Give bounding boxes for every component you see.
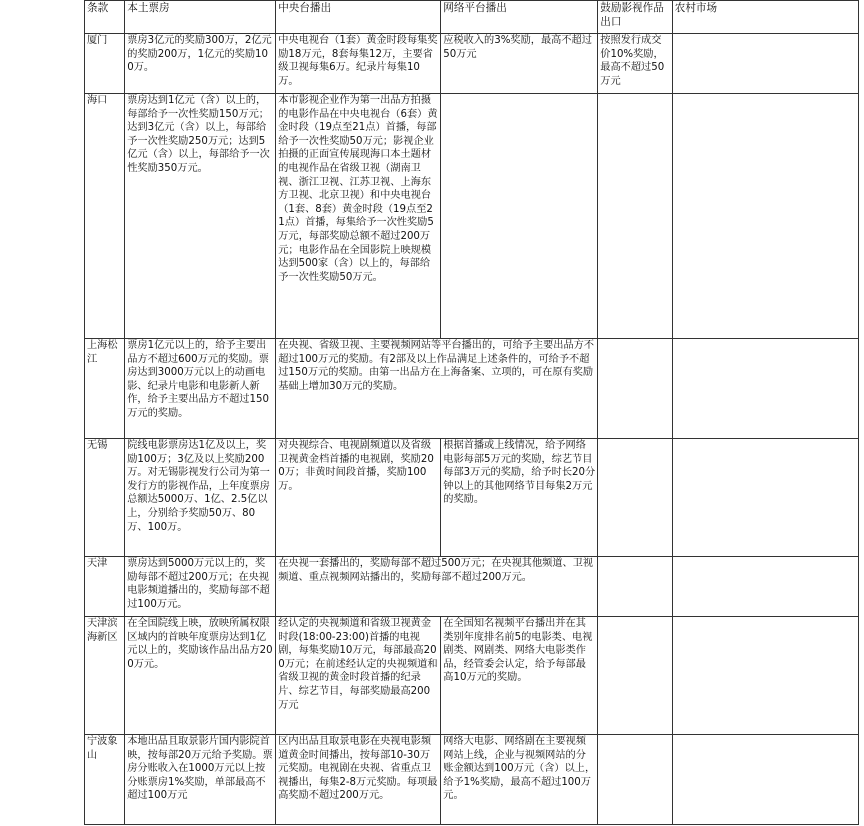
header-row <box>85 1 859 34</box>
cctv-online-cell: 在央视、省级卫视、主要视频网站等平台播出的，可给予主要出品方不超过100万元的奖励。有2部及以上作品满足上述条件的，可给予不超过150万元的奖励。由第一出品方在上海备案、立项的，可在原有奖励基础上增加30万元的奖励。 <box>276 339 598 439</box>
city-cell: 上海松江 <box>85 339 125 439</box>
export-cell <box>598 557 672 617</box>
box-office-cell: 本地出品且取景影片国内影院首映，按每部20万元给予奖励。票房分账收入在1000万元以上按分账票房1%奖励，单部最高不超过100万元 <box>125 735 276 825</box>
rural-cell <box>672 735 858 825</box>
table-row <box>85 439 859 557</box>
table-row <box>85 617 859 735</box>
city-cell: 宁波象山 <box>85 735 125 825</box>
city-cell: 无锡 <box>85 439 125 557</box>
box-office-cell: 在全国院线上映，放映所属权限区域内的首映年度票房达到1亿元以上的，奖励该作品出品方200万元。 <box>125 617 276 735</box>
city-cell: 厦门 <box>85 34 125 94</box>
rural-cell <box>672 339 858 439</box>
box-office-cell: 票房1亿元以上的，给予主要出品方不超过600万元的奖励。票房达到3000万元以上的动画电影、纪录片电影和电影新人新作，给予主要出品方不超过150万元的奖励。 <box>125 339 276 439</box>
rural-cell <box>672 617 858 735</box>
city-cell: 天津 <box>85 557 125 617</box>
table-row <box>85 34 859 94</box>
subsidy-table <box>84 0 859 825</box>
export-cell <box>598 339 672 439</box>
table-row <box>85 557 859 617</box>
export-cell <box>598 617 672 735</box>
rural-cell <box>672 94 858 339</box>
cctv-online-cell: 在央视一套播出的，奖励每部不超过500万元；在央视其他频道、卫视频道、重点视频网站播出的，奖励每部不超过200万元。 <box>276 557 598 617</box>
header-online: 网络平台播出 <box>441 1 598 34</box>
cctv-cell: 对央视综合、电视剧频道以及省级卫视黄金档首播的电视剧，奖励200万；非黄时间段首播，奖励100万。 <box>276 439 441 557</box>
table-row <box>85 94 859 339</box>
box-office-cell: 票房3亿元的奖励300万，2亿元的奖励200万，1亿元的奖励100万。 <box>125 34 276 94</box>
header-export: 鼓励影视作品出口 <box>598 1 672 34</box>
box-office-cell: 票房达到1亿元（含）以上的，每部给予一次性奖励150万元；达到3亿元（含）以上，每部给予一次性奖励250万元；达到5亿元（含）以上，每部给予一次性奖励350万元。 <box>125 94 276 339</box>
rural-cell <box>672 557 858 617</box>
header-cctv: 中央台播出 <box>276 1 441 34</box>
online-cell: 网络大电影、网络剧在主要视频网站上线，企业与视频网站的分账金额达到100万元（含）以上，给予1%奖励，最高不超过100万元。 <box>441 735 598 825</box>
online-cell: 应税收入的3%奖励，最高不超过50万元 <box>441 34 598 94</box>
export-cell <box>598 94 672 339</box>
box-office-cell: 票房达到5000万元以上的，奖励每部不超过200万元；在央视电影频道播出的，奖励每部不超过100万元。 <box>125 557 276 617</box>
online-cell: 根据首播或上线情况，给予网络电影每部5万元的奖励，综艺节目每部3万元的奖励，给予时长20分钟以上的其他网络节目每集2万元的奖励。 <box>441 439 598 557</box>
city-cell: 天津滨海新区 <box>85 617 125 735</box>
box-office-cell: 院线电影票房达1亿及以上，奖励100万；3亿及以上奖励200万。对无锡影视发行公司为第一发行方的影视作品，上年度票房总额达5000万、1亿、2.5亿以上，分别给予奖励50万、80万、100万。 <box>125 439 276 557</box>
header-box-office: 本土票房 <box>125 1 276 34</box>
rural-cell <box>672 34 858 94</box>
export-cell <box>598 439 672 557</box>
header-rural: 农村市场 <box>672 1 858 34</box>
city-cell: 海口 <box>85 94 125 339</box>
table-row <box>85 339 859 439</box>
online-cell: 在全国知名视频平台播出并在其类别年度排名前5的电影类、电视剧类、网剧类、网络大电影类作品，经管委会认定，给予每部最高10万元的奖励。 <box>441 617 598 735</box>
rural-cell <box>672 439 858 557</box>
export-cell: 按照发行成交价10%奖励，最高不超过50万元 <box>598 34 672 94</box>
cctv-cell: 中央电视台（1套）黄金时段每集奖励18万元，8套每集12万，主要省级卫视每集6万。纪录片每集10万。 <box>276 34 441 94</box>
header-city: 条款 <box>85 1 125 34</box>
table-row <box>85 735 859 825</box>
cctv-cell: 经认定的央视频道和省级卫视黄金时段(18:00-23:00)首播的电视剧，每集奖励10万元，每部最高200万元；在前述经认定的央视频道和省级卫视的黄金时段首播的纪录片、综艺节目，每部奖励最高200万元 <box>276 617 441 735</box>
cctv-cell: 本市影视企业作为第一出品方拍摄的电影作品在中央电视台（6套）黄金时段（19点至21点）首播，每部给予一次性奖励50万元；影视企业拍摄的正面宣传展现海口本土题材的电视作品在省级卫视（湖南卫视、浙江卫视、江苏卫视、上海东方卫视、北京卫视）和中央电视台（1套、8套）黄金时段（19点至21点）首播，每集给予一次性奖励5万元，每部奖励总额不超过200万元；电影作品在全国影院上映规模达到500家（含）以上的，每部给予一次性奖励50万元。 <box>276 94 441 339</box>
export-cell <box>598 735 672 825</box>
online-cell <box>441 94 598 339</box>
cctv-cell: 区内出品且取景电影在央视电影频道黄金时间播出，按每部10-30万元奖励。电视剧在央视、省重点卫视播出，每集2-8万元奖励。每项最高奖励不超过200万元。 <box>276 735 441 825</box>
